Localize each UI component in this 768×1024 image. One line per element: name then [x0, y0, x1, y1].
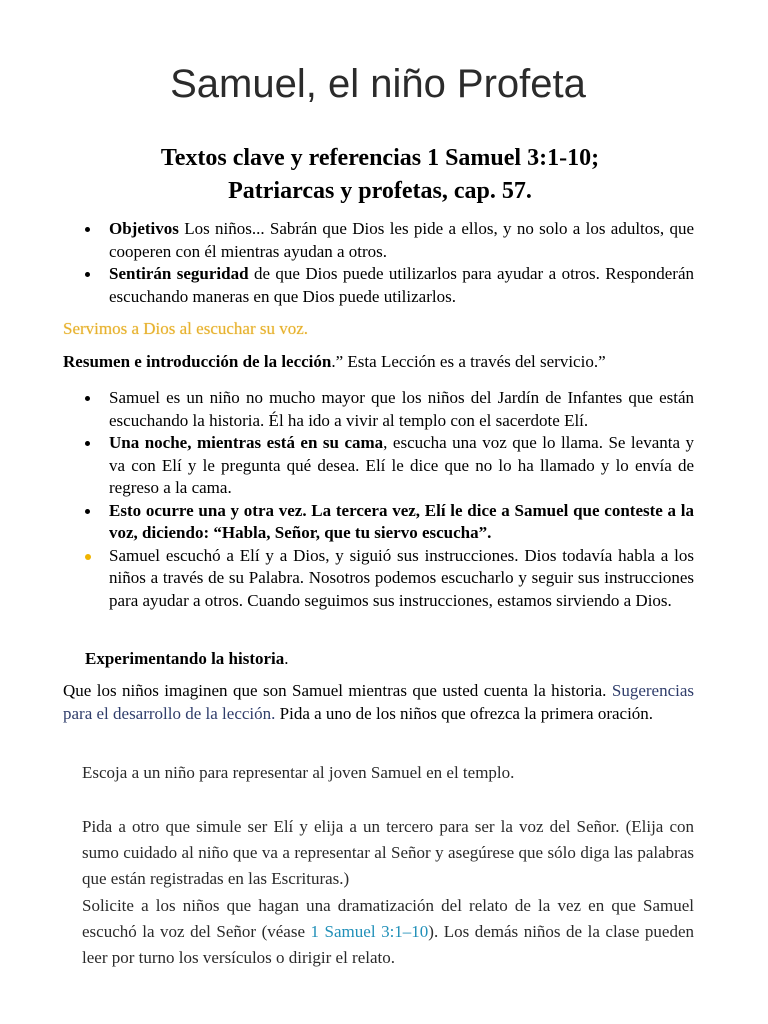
summary-bold: Resumen e introducción de la lección	[63, 352, 332, 371]
experience-heading	[85, 648, 289, 670]
intro-text: Que los niños imaginen que son Samuel mientras que usted cuenta la historia.	[63, 681, 612, 700]
key-texts-heading	[60, 142, 700, 208]
gold-bullet-icon	[85, 554, 91, 560]
activity-text-end: ). Los demás niños de la clase pueden leer por turno los versículos o dirigir el relato.	[82, 922, 694, 967]
experience-bold: Experimentando la historia	[85, 649, 285, 668]
bullet-icon	[85, 227, 90, 232]
summary-line	[63, 351, 703, 374]
experience-text: .	[284, 649, 289, 668]
story-text: , escucha una voz que lo llama. Se levanta y va con Elí y le pregunta qué desea. Elí le dice que no lo ha llamado y lo envía de regreso a la cama.	[109, 433, 694, 497]
story-bold: Esto ocurre una y otra vez. La tercera vez, Elí le dice a Samuel que conteste a la voz, diciendo: “Habla, Señor, que tu siervo escucha”.	[109, 500, 694, 542]
key-texts-line-2: Patriarcas y profetas, cap. 57.	[228, 178, 532, 204]
story-list	[109, 387, 694, 612]
list-item	[109, 432, 694, 500]
list-item	[109, 218, 694, 263]
scripture-link[interactable]: 1 Samuel 3:1–10	[310, 922, 429, 941]
list-item	[109, 545, 694, 613]
objective-text: de que Dios puede utilizarlos para ayudar a otros. Responderán escuchando maneras en que Dios puede utilizarlos.	[109, 264, 694, 306]
activity-paragraph-2: Pida a otro que simule ser Elí y elija a un tercero para ser la voz del Señor. (Elija con sumo cuidado al niño que va a representar al Señor y asegúrese que sólo diga las palabras que están registradas en las Escrituras.)	[82, 817, 694, 888]
story-text: Samuel es un niño no mucho mayor que los niños del Jardín de Infantes que están escuchando la historia. Él ha ido a vivir al templo con el sacerdote Elí.	[109, 388, 694, 430]
key-texts-line-1: Textos clave y referencias 1 Samuel 3:1-10;	[160, 145, 600, 171]
objective-bold: Sentirán seguridad	[109, 264, 249, 283]
list-item	[109, 387, 694, 432]
list-item	[109, 263, 694, 308]
story-bold: Una noche, mientras está en su cama	[109, 433, 384, 452]
lesson-theme: Servimos a Dios al escuchar su voz.	[63, 319, 309, 338]
story-text: Samuel escuchó a Elí y a Dios, y siguió sus instrucciones. Dios todavía habla a los niños a través de su Palabra. Nosotros podemos escucharlo y seguir sus instrucciones para ayudar a otros. Cuando seguimos sus instrucciones, estamos sirviendo a Dios.	[109, 545, 694, 610]
objective-bold: Objetivos	[109, 219, 179, 238]
activity-text: Solicite a los niños que hagan una dramatización del relato de la vez en que Samuel escuchó la voz del Señor (véase	[82, 896, 694, 941]
intro-text-end: Pida a uno de los niños que ofrezca la primera oración.	[275, 703, 654, 723]
suggestions-link[interactable]: Sugerencias para el desarrollo de la lección.	[63, 681, 694, 723]
activity-paragraph-1: Escoja a un niño para representar al joven Samuel en el templo.	[82, 763, 515, 782]
bullet-icon	[85, 272, 90, 277]
bullet-icon	[85, 509, 90, 514]
bullet-icon	[85, 396, 90, 401]
summary-text: .” Esta Lección es a través del servicio.”	[331, 352, 606, 371]
list-item	[109, 500, 694, 545]
bullet-icon	[85, 441, 90, 446]
activity-paragraph-3	[82, 893, 694, 971]
objectives-list	[109, 218, 694, 308]
intro-paragraph	[63, 680, 694, 725]
objective-text: Los niños... Sabrán que Dios les pide a ellos, y no solo a los adultos, que cooperen con él mientras ayudan a otros.	[109, 219, 694, 261]
page-title: Samuel, el niño Profeta	[170, 62, 586, 106]
